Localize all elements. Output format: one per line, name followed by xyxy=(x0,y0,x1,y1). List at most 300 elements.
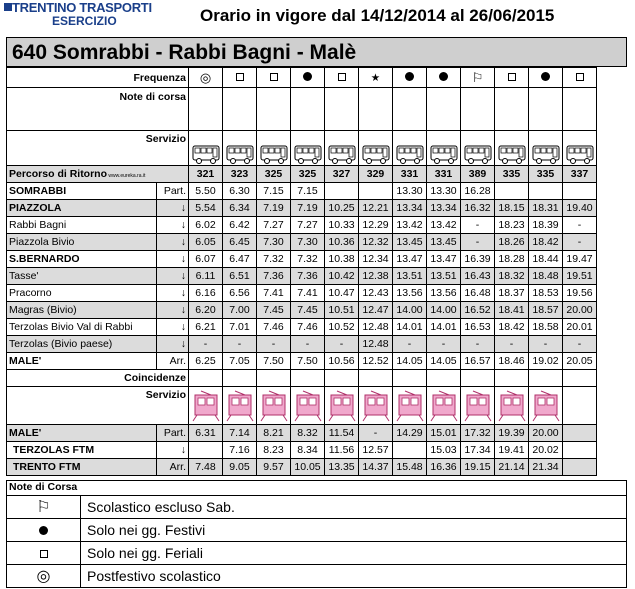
time-cell: 13.45 xyxy=(393,234,427,251)
train-icon xyxy=(293,389,323,423)
time-cell: 7.19 xyxy=(291,200,325,217)
dot-icon xyxy=(39,526,48,535)
time-cell: 14.05 xyxy=(393,353,427,370)
note-symbol xyxy=(7,496,81,519)
frequenza-label: Frequenza xyxy=(7,68,189,88)
service-cell xyxy=(529,131,563,166)
time-cell: 7.46 xyxy=(257,319,291,336)
connection-time: 7.14 xyxy=(223,425,257,442)
bus-icon xyxy=(259,143,289,165)
time-cell: - xyxy=(461,217,495,234)
time-cell: 12.52 xyxy=(359,353,393,370)
time-cell: 7.45 xyxy=(291,302,325,319)
time-cell: 7.15 xyxy=(257,183,291,200)
time-cell: 14.05 xyxy=(427,353,461,370)
note-cell xyxy=(529,88,563,131)
coincidenze-cell xyxy=(461,370,495,387)
line-title: 640 Somrabbi - Rabbi Bagni - Malè xyxy=(12,41,357,64)
note-symbol xyxy=(7,542,81,565)
watermark: www.eureka.ra.it xyxy=(107,173,146,179)
connection-time: 12.57 xyxy=(359,442,393,459)
time-cell: 6.42 xyxy=(223,217,257,234)
connection-time: 6.31 xyxy=(189,425,223,442)
postfestivo-icon: ◎ xyxy=(199,69,212,85)
bus-icon xyxy=(497,143,527,165)
table-row xyxy=(7,425,597,442)
train-icon xyxy=(395,389,425,423)
stop-name: Tasse' xyxy=(7,268,157,285)
time-cell: 10.25 xyxy=(325,200,359,217)
time-cell: 7.36 xyxy=(291,268,325,285)
time-cell: 20.01 xyxy=(563,319,597,336)
trentino-trasporti-logo xyxy=(4,0,179,30)
time-cell: 18.42 xyxy=(495,319,529,336)
connection-time: 21.14 xyxy=(495,459,529,476)
train-icon xyxy=(327,389,357,423)
notes-legend xyxy=(6,495,627,588)
bus-icon xyxy=(327,143,357,165)
scolastico-icon: ⚐ xyxy=(36,499,51,516)
connection-time: 10.05 xyxy=(291,459,325,476)
time-cell: 18.46 xyxy=(495,353,529,370)
connection-time: 15.03 xyxy=(427,442,461,459)
time-cell: 13.47 xyxy=(427,251,461,268)
time-cell: 13.51 xyxy=(393,268,427,285)
stop-mark: ↓ xyxy=(157,251,189,268)
connection-time: - xyxy=(359,425,393,442)
coincidenze-cell xyxy=(359,370,393,387)
time-cell: 18.28 xyxy=(495,251,529,268)
connection-time xyxy=(189,442,223,459)
time-cell: 13.30 xyxy=(393,183,427,200)
coincidenze-cell xyxy=(529,370,563,387)
connection-time: 19.41 xyxy=(495,442,529,459)
square-icon xyxy=(576,73,584,81)
connection-time: 16.36 xyxy=(427,459,461,476)
frequency-cell xyxy=(223,68,257,88)
time-cell: - xyxy=(189,336,223,353)
time-cell: 10.52 xyxy=(325,319,359,336)
connection-time: 11.56 xyxy=(325,442,359,459)
table-row xyxy=(7,131,597,166)
frequency-cell xyxy=(461,68,495,88)
time-cell: 13.51 xyxy=(427,268,461,285)
time-cell: 20.00 xyxy=(563,302,597,319)
time-cell: 16.32 xyxy=(461,200,495,217)
time-cell: 6.30 xyxy=(223,183,257,200)
train-cell xyxy=(291,387,325,425)
time-cell: 12.38 xyxy=(359,268,393,285)
time-cell: - xyxy=(257,336,291,353)
service-cell xyxy=(495,131,529,166)
time-cell: 18.41 xyxy=(495,302,529,319)
time-cell: 18.42 xyxy=(529,234,563,251)
train-cell xyxy=(427,387,461,425)
timetable xyxy=(6,67,597,476)
time-cell: 6.25 xyxy=(189,353,223,370)
connection-time: 9.57 xyxy=(257,459,291,476)
connection-mark: Arr. xyxy=(157,459,189,476)
bus-icon xyxy=(395,143,425,165)
connection-time: 7.16 xyxy=(223,442,257,459)
time-cell: 16.39 xyxy=(461,251,495,268)
time-cell: 14.01 xyxy=(393,319,427,336)
time-cell: 12.47 xyxy=(359,302,393,319)
note-cell xyxy=(257,88,291,131)
run-number: 323 xyxy=(223,166,257,183)
stop-mark: Arr. xyxy=(157,353,189,370)
logo-line2: ESERCIZIO xyxy=(52,14,117,28)
postfestivo-icon: ◎ xyxy=(36,568,51,585)
table-row xyxy=(7,336,597,353)
time-cell: 6.16 xyxy=(189,285,223,302)
logo-mark-icon xyxy=(4,3,12,11)
coincidenze-cell xyxy=(189,370,223,387)
note-row xyxy=(7,565,627,588)
time-cell: 13.34 xyxy=(427,200,461,217)
time-cell: - xyxy=(529,336,563,353)
connection-time: 13.35 xyxy=(325,459,359,476)
time-cell: 10.56 xyxy=(325,353,359,370)
train-cell xyxy=(257,387,291,425)
note-cell xyxy=(223,88,257,131)
frequency-cell xyxy=(189,68,223,88)
table-row xyxy=(7,68,597,88)
time-cell: - xyxy=(393,336,427,353)
train-cell xyxy=(461,387,495,425)
time-cell: 20.05 xyxy=(563,353,597,370)
table-row xyxy=(7,234,597,251)
square-icon xyxy=(270,73,278,81)
time-cell xyxy=(529,183,563,200)
train-icon xyxy=(463,389,493,423)
service-cell xyxy=(461,131,495,166)
time-cell: 16.53 xyxy=(461,319,495,336)
time-cell: 13.47 xyxy=(393,251,427,268)
time-cell: 18.57 xyxy=(529,302,563,319)
time-cell: 16.52 xyxy=(461,302,495,319)
time-cell: 7.01 xyxy=(223,319,257,336)
time-cell: 18.26 xyxy=(495,234,529,251)
time-cell: 10.38 xyxy=(325,251,359,268)
time-cell: 7.32 xyxy=(257,251,291,268)
time-cell xyxy=(563,183,597,200)
run-number: 331 xyxy=(393,166,427,183)
connection-mark: ↓ xyxy=(157,442,189,459)
table-row xyxy=(7,251,597,268)
frequency-cell xyxy=(359,68,393,88)
table-row xyxy=(7,319,597,336)
time-cell: 6.56 xyxy=(223,285,257,302)
time-cell: 19.47 xyxy=(563,251,597,268)
bus-icon xyxy=(293,143,323,165)
connection-time: 19.39 xyxy=(495,425,529,442)
stop-mark: ↓ xyxy=(157,217,189,234)
time-cell: 18.44 xyxy=(529,251,563,268)
bus-icon xyxy=(531,143,561,165)
note-text: Scolastico escluso Sab. xyxy=(81,496,627,519)
time-cell xyxy=(359,183,393,200)
time-cell xyxy=(325,183,359,200)
service-cell xyxy=(291,131,325,166)
note-di-corsa-label: Note di corsa xyxy=(7,88,189,131)
table-row xyxy=(7,302,597,319)
time-cell: 7.30 xyxy=(257,234,291,251)
stop-name: SOMRABBI xyxy=(7,183,157,200)
time-cell: 7.36 xyxy=(257,268,291,285)
coincidenze-cell xyxy=(563,370,597,387)
stop-name: Piazzola Bivio xyxy=(7,234,157,251)
time-cell: - xyxy=(495,336,529,353)
stop-mark: ↓ xyxy=(157,336,189,353)
note-cell xyxy=(189,88,223,131)
train-cell xyxy=(189,387,223,425)
connection-time: 20.02 xyxy=(529,442,563,459)
frequency-cell xyxy=(495,68,529,88)
connection-time: 14.29 xyxy=(393,425,427,442)
coincidenze-cell xyxy=(427,370,461,387)
table-row xyxy=(7,200,597,217)
connection-time: 7.48 xyxy=(189,459,223,476)
time-cell: 13.56 xyxy=(427,285,461,302)
connection-time: 9.05 xyxy=(223,459,257,476)
coincidenze-label: Coincidenze xyxy=(7,370,189,387)
note-text: Solo nei gg. Festivi xyxy=(81,519,627,542)
time-cell: 5.50 xyxy=(189,183,223,200)
note-text: Postfestivo scolastico xyxy=(81,565,627,588)
coincidenze-cell xyxy=(325,370,359,387)
time-cell: 19.02 xyxy=(529,353,563,370)
train-icon xyxy=(361,389,391,423)
service-cell xyxy=(257,131,291,166)
frequency-cell xyxy=(563,68,597,88)
connection-time: 14.37 xyxy=(359,459,393,476)
time-cell: 12.48 xyxy=(359,319,393,336)
note-cell xyxy=(563,88,597,131)
time-cell: 7.32 xyxy=(291,251,325,268)
stop-mark: ↓ xyxy=(157,200,189,217)
run-number: 335 xyxy=(495,166,529,183)
train-icon xyxy=(497,389,527,423)
time-cell: 16.48 xyxy=(461,285,495,302)
time-cell: 13.42 xyxy=(427,217,461,234)
stop-mark: ↓ xyxy=(157,234,189,251)
stop-mark: ↓ xyxy=(157,285,189,302)
time-cell: 18.53 xyxy=(529,285,563,302)
connection-name: TERZOLAS FTM xyxy=(7,442,157,459)
star-icon: ★ xyxy=(370,71,381,84)
frequency-cell xyxy=(427,68,461,88)
bus-icon xyxy=(429,143,459,165)
run-number: 327 xyxy=(325,166,359,183)
connection-time: 8.23 xyxy=(257,442,291,459)
train-icon xyxy=(531,389,561,423)
connection-time xyxy=(563,442,597,459)
train-cell xyxy=(495,387,529,425)
time-cell: 10.42 xyxy=(325,268,359,285)
time-cell xyxy=(495,183,529,200)
time-cell: 6.02 xyxy=(189,217,223,234)
connection-mark: Part. xyxy=(157,425,189,442)
connection-time: 19.15 xyxy=(461,459,495,476)
stop-mark: ↓ xyxy=(157,302,189,319)
connection-time: 17.32 xyxy=(461,425,495,442)
logo-line1: TRENTINO TRASPORTI xyxy=(12,0,152,15)
connection-name: TRENTO FTM xyxy=(7,459,157,476)
time-cell: 6.34 xyxy=(223,200,257,217)
connection-time: 21.34 xyxy=(529,459,563,476)
bus-icon xyxy=(565,143,595,165)
time-cell: 10.33 xyxy=(325,217,359,234)
connection-time: 11.54 xyxy=(325,425,359,442)
time-cell: 14.00 xyxy=(393,302,427,319)
stop-mark: ↓ xyxy=(157,268,189,285)
time-cell: 19.40 xyxy=(563,200,597,217)
connection-time: 8.21 xyxy=(257,425,291,442)
note-cell xyxy=(495,88,529,131)
square-icon xyxy=(40,550,48,558)
line-title-box xyxy=(6,37,627,67)
frequency-cell xyxy=(257,68,291,88)
note-cell xyxy=(427,88,461,131)
note-row xyxy=(7,542,627,565)
time-cell: 6.21 xyxy=(189,319,223,336)
time-cell: - xyxy=(461,234,495,251)
table-row xyxy=(7,183,597,200)
time-cell: - xyxy=(563,336,597,353)
time-cell: 7.41 xyxy=(257,285,291,302)
coincidenze-cell xyxy=(223,370,257,387)
coincidenze-cell xyxy=(257,370,291,387)
dot-icon xyxy=(303,72,312,81)
time-cell: 18.48 xyxy=(529,268,563,285)
time-cell: 7.46 xyxy=(291,319,325,336)
run-number: 389 xyxy=(461,166,495,183)
stop-name: Rabbi Bagni xyxy=(7,217,157,234)
time-cell: 12.34 xyxy=(359,251,393,268)
time-cell: 18.23 xyxy=(495,217,529,234)
time-cell: 18.31 xyxy=(529,200,563,217)
servizio-label: Servizio xyxy=(7,131,189,166)
time-cell: 6.05 xyxy=(189,234,223,251)
run-number: 329 xyxy=(359,166,393,183)
time-cell: 7.00 xyxy=(223,302,257,319)
frequency-cell xyxy=(393,68,427,88)
time-cell: 18.32 xyxy=(495,268,529,285)
time-cell: 12.43 xyxy=(359,285,393,302)
note-cell xyxy=(325,88,359,131)
train-cell xyxy=(529,387,563,425)
service-cell xyxy=(359,131,393,166)
table-row xyxy=(7,370,597,387)
stop-name: Terzolas Bivio Val di Rabbi xyxy=(7,319,157,336)
frequency-cell xyxy=(325,68,359,88)
run-number: 337 xyxy=(563,166,597,183)
stop-mark: Part. xyxy=(157,183,189,200)
time-cell: 18.15 xyxy=(495,200,529,217)
frequency-cell xyxy=(291,68,325,88)
bus-icon xyxy=(361,143,391,165)
time-cell: 19.56 xyxy=(563,285,597,302)
note-row xyxy=(7,519,627,542)
percorso-label xyxy=(7,166,189,183)
time-cell: 13.56 xyxy=(393,285,427,302)
table-row xyxy=(7,285,597,302)
run-number: 331 xyxy=(427,166,461,183)
time-cell: 7.45 xyxy=(257,302,291,319)
bus-icon xyxy=(225,143,255,165)
train-cell xyxy=(359,387,393,425)
note-cell xyxy=(461,88,495,131)
time-cell: 6.20 xyxy=(189,302,223,319)
time-cell: 6.07 xyxy=(189,251,223,268)
connection-time: 15.48 xyxy=(393,459,427,476)
time-cell: 14.01 xyxy=(427,319,461,336)
service-cell xyxy=(393,131,427,166)
time-cell: - xyxy=(563,234,597,251)
table-row xyxy=(7,166,597,183)
time-cell: 10.51 xyxy=(325,302,359,319)
time-cell: 16.28 xyxy=(461,183,495,200)
train-cell xyxy=(223,387,257,425)
square-icon xyxy=(508,73,516,81)
service-cell xyxy=(563,131,597,166)
scolastico-icon: ⚐ xyxy=(471,69,484,85)
time-cell: 6.47 xyxy=(223,251,257,268)
time-cell: 19.51 xyxy=(563,268,597,285)
time-cell: 10.36 xyxy=(325,234,359,251)
coincidenze-cell xyxy=(495,370,529,387)
dot-icon xyxy=(541,72,550,81)
run-number: 321 xyxy=(189,166,223,183)
time-cell: - xyxy=(563,217,597,234)
time-cell: 18.58 xyxy=(529,319,563,336)
time-cell: 10.47 xyxy=(325,285,359,302)
time-cell: 16.57 xyxy=(461,353,495,370)
service-cell xyxy=(325,131,359,166)
connection-time: 8.34 xyxy=(291,442,325,459)
train-cell-empty xyxy=(563,387,597,425)
table-row xyxy=(7,442,597,459)
note-row xyxy=(7,496,627,519)
service-cell xyxy=(223,131,257,166)
bus-icon xyxy=(191,143,221,165)
time-cell: - xyxy=(427,336,461,353)
time-cell: 6.51 xyxy=(223,268,257,285)
time-cell: - xyxy=(461,336,495,353)
page-title: Orario in vigore dal 14/12/2014 al 26/06/2015 xyxy=(200,6,555,25)
connection-time: 20.00 xyxy=(529,425,563,442)
time-cell: 18.39 xyxy=(529,217,563,234)
stop-name: Magras (Bivio) xyxy=(7,302,157,319)
run-number: 325 xyxy=(257,166,291,183)
stop-name: MALE' xyxy=(7,353,157,370)
note-cell xyxy=(291,88,325,131)
time-cell: 7.27 xyxy=(291,217,325,234)
connection-time: 15.01 xyxy=(427,425,461,442)
time-cell: 13.45 xyxy=(427,234,461,251)
train-icon xyxy=(225,389,255,423)
time-cell: 18.37 xyxy=(495,285,529,302)
table-row xyxy=(7,268,597,285)
coincidenze-cell xyxy=(291,370,325,387)
servizio-train-label: Servizio xyxy=(7,387,189,425)
time-cell: 7.27 xyxy=(257,217,291,234)
connection-time xyxy=(563,425,597,442)
square-icon xyxy=(338,73,346,81)
table-row xyxy=(7,217,597,234)
table-row xyxy=(7,88,597,131)
